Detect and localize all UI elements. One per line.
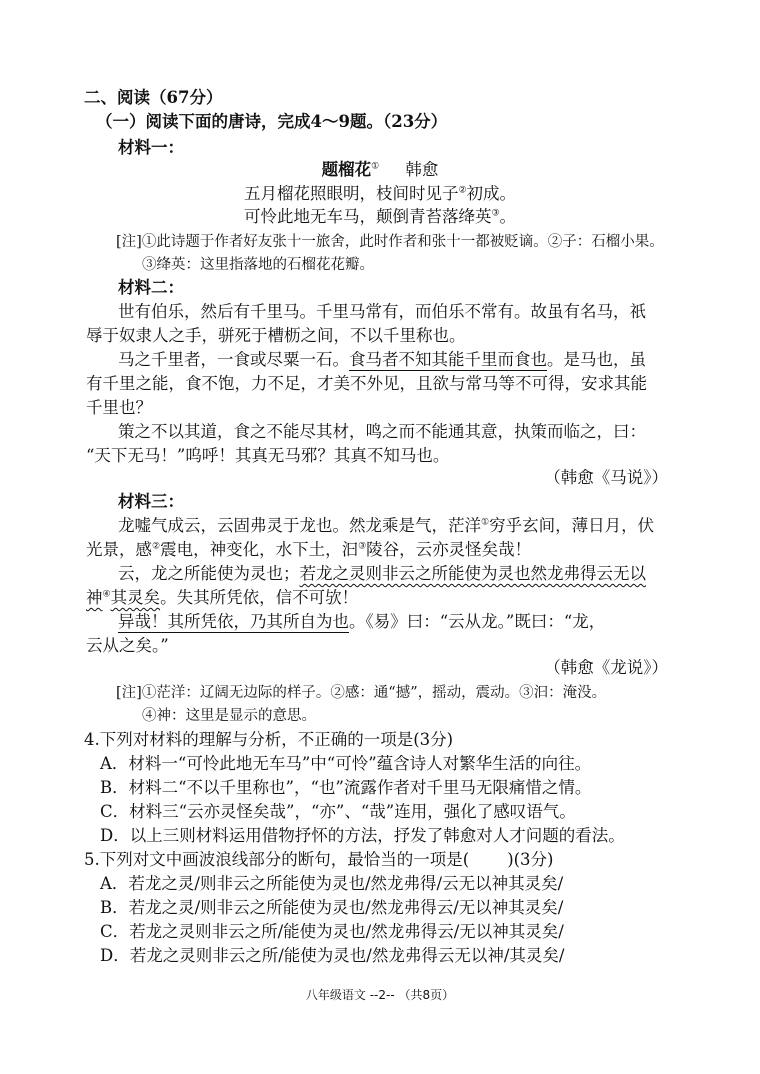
m2-paragraph-1-line-2: 辱于奴隶人之手，骈死于槽枥之间，不以千里称也。: [86, 326, 466, 345]
material-3-note-2: ④神：这里是显示的意思。: [142, 708, 316, 724]
poem-author: 韩愈: [405, 160, 439, 179]
question-4-stem: 4.下列对材料的理解与分析，不正确的一项是(3分): [84, 730, 454, 749]
material-3-source: （韩愈《龙说》）: [544, 658, 668, 677]
question-5-option-a: A．若龙之灵/则非云之所能使为灵也/然龙弗得/云无以神其灵矣/: [100, 874, 564, 893]
note-marker: ①: [371, 161, 380, 172]
material-3-note-1: [注]①茫洋：辽阔无边际的样子。②感：通“撼”，摇动，震动。③汩：淹没。: [116, 685, 607, 701]
question-4-option-b: B．材料二“不以千里称也”，“也”流露作者对千里马无限痛惜之情。: [100, 778, 592, 797]
m2-paragraph-3-line-2: “天下无马！”呜呼！其真无马邪？其真不知马也。: [86, 446, 450, 465]
question-4-option-c: C．材料三“云亦灵怪矣哉”，“亦”、“哉”连用，强化了感叹语气。: [100, 802, 576, 821]
m2-paragraph-1-line-1: 世有伯乐，然后有千里马。千里马常有，而伯乐不常有。故虽有名马，祇: [118, 302, 646, 321]
underlined-sentence-2: 异哉！其所凭依，乃其所自为也: [118, 612, 349, 631]
poem-line-2: 可怜此地无车马，颠倒青苔落绛英③。: [243, 207, 517, 226]
m2-paragraph-2-line-2: 有千里之能，食不饱，力不足，才美不外见，且欲与常马等不可得，安求其能: [86, 374, 647, 393]
poem-title: 题榴花: [321, 160, 372, 179]
m2-paragraph-2-line-3: 千里也？: [86, 398, 152, 417]
m2-paragraph-3-line-1: 策之不以其道，食之不能尽其材，鸣之而不能通其意，执策而临之，曰：: [118, 422, 646, 441]
question-5-stem: 5.下列对文中画波浪线部分的断句，最恰当的一项是( )(3分): [84, 850, 554, 869]
m3-paragraph-1-line-2: 光景，感②震电，神变化，水下土，汩③陵谷，云亦灵怪矣哉！: [86, 540, 532, 559]
question-4-option-a: A．材料一“可怜此地无车马”中“可怜”蕴含诗人对繁华生活的向往。: [100, 754, 592, 773]
section-title: 二、阅读（67分）: [84, 88, 223, 107]
m3-paragraph-1-line-1: 龙嘘气成云，云固弗灵于龙也。然龙乘是气，茫洋①穷乎玄间，薄日月，伏: [118, 516, 655, 535]
question-4-option-d: D．以上三则材料运用借物抒怀的方法，抒发了韩愈对人才问题的看法。: [100, 826, 625, 845]
material-3-label: 材料三：: [118, 492, 184, 511]
wavy-underlined-sentence: 若龙之灵则非云之所能使为灵也然龙弗得云无以: [299, 564, 646, 583]
question-5-option-b: B．若龙之灵/则非云之所能使为灵也/然龙弗得云/无以神其灵矣/: [100, 898, 564, 917]
underlined-sentence: 食马者不知其能千里而食也: [349, 350, 547, 369]
m2-paragraph-2-line-1: 马之千里者，一食或尽粟一石。食马者不知其能千里而食也。是马也，虽: [118, 350, 646, 369]
m3-paragraph-3-line-1: 异哉！其所凭依，乃其所自为也。《易》曰：“云从龙。”既曰：“龙，: [118, 612, 606, 631]
m3-paragraph-2-line-2: 神④其灵矣。失其所凭依，信不可欤！: [86, 588, 359, 607]
material-2-source: （韩愈《马说》）: [544, 468, 668, 487]
poem-heading: [0, 158, 760, 182]
question-5-option-d: D．若龙之灵则非云之所/能使为灵也/然龙弗得云无以神/其灵矣/: [100, 946, 565, 965]
material-2-label: 材料二：: [118, 278, 184, 297]
m3-paragraph-3-line-2: 云从之矣。”: [86, 636, 169, 655]
section-subtitle: （一）阅读下面的唐诗，完成4～9题。（23分）: [96, 112, 448, 131]
page-footer: 八年级语文 --2-- （共8页）: [305, 988, 455, 1002]
material-1-note-2: ③绛英：这里指落地的石榴花花瓣。: [142, 257, 374, 273]
m3-paragraph-2-line-1: 云，龙之所能使为灵也；若龙之灵则非云之所能使为灵也然龙弗得云无以: [118, 564, 646, 583]
question-5-option-c: C．若龙之灵则非云之所/能使为灵也/然龙弗得云/无以神其灵矣/: [100, 922, 564, 941]
poem-line-1: 五月榴花照眼明，枝间时见子②初成。: [243, 184, 517, 203]
material-1-label: 材料一：: [118, 138, 184, 157]
material-1-note-1: [注]①此诗题于作者好友张十一旅舍，此时作者和张十一都被贬谪。②子：石榴小果。: [116, 234, 664, 250]
